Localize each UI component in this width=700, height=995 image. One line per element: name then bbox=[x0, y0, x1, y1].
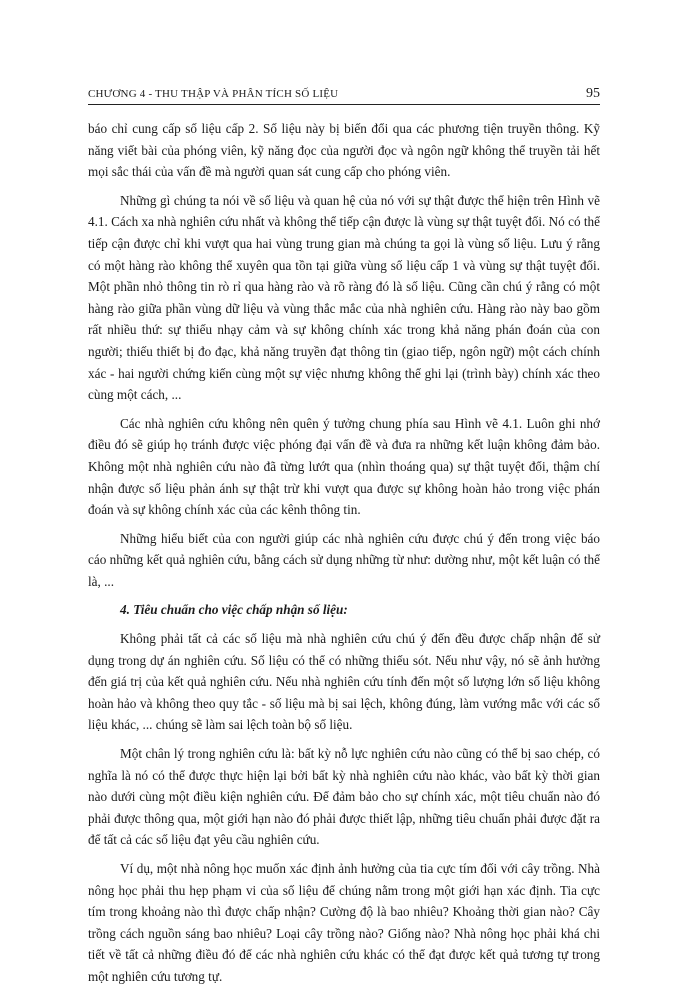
paragraph-2: Những gì chúng ta nói về số liệu và quan hệ của nó với sự thật được thể hiện trên Hình vẽ 4.1. Cách xa nhà nghiên cứu nhất và không thể tiếp cận được là vùng sự thật tuyệt đối. Nó có thể tiếp cận được chỉ khi vượt qua hai vùng trung gian mà chúng ta gọi là vùng số liệu. Lưu ý rằng có một hàng rào không thể xuyên qua tồn tại giữa vùng số liệu cấp 1 và vùng sự thật tuyệt đối. Một phần nhỏ thông tin rò rỉ qua hàng rào và rõ ràng đó là số liệu. Cũng cần chú ý rằng có một hàng rào giữa phần vùng dữ liệu và vùng thắc mắc của nhà nghiên cứu. Hàng rào này bao gồm rất nhiều thứ: sự thiếu nhạy cảm và sự không chính xác trong khả năng phán đoán của con người; thiếu thiết bị đo đạc, khả năng truyền đạt thông tin (giao tiếp, ngôn ngữ) một cách chính xác - hai người chứng kiến cùng một sự việc nhưng không thể ghi lại (trình bày) chính xác theo cùng một cách, ... bbox=[88, 192, 600, 403]
paragraph-6: Một chân lý trong nghiên cứu là: bất kỳ nỗ lực nghiên cứu nào cũng có thể bị sao chép, có nghĩa là nó có thể được thực hiện lại bởi bất kỳ nhà nghiên cứu nào khác, vào bất kỳ thời gian nào dưới cùng một điều kiện nghiên cứu. Để đảm bảo cho sự chính xác, một tiêu chuẩn nào đó phải được thông qua, một giới hạn nào đó phải được thiết lập, những tiêu chuẩn phải được đặt ra để tất cả các số liệu đạt yêu cầu nghiên cứu. bbox=[88, 746, 600, 848]
paragraph-7: Ví dụ, một nhà nông học muốn xác định ảnh hưởng của tia cực tím đối với cây trồng. Nhà nông học phải thu hẹp phạm vi của số liệu để chúng nằm trong một giới hạn xác định. Tia cực tím trong khoảng nào thì được chấp nhận? Cường độ là bao nhiêu? Khoảng thời gian nào? Cây trồng cách nguồn sáng bao nhiêu? Loại cây trồng nào? Giống nào? Nhà nông học phải khá chi tiết về tất cả những điều đó để các nhà nghiên cứu khác có thể đạt được kết quả tương tự trong một nghiên cứu tương tự. bbox=[88, 861, 600, 984]
chapter-title: CHƯƠNG 4 - THU THẬP VÀ PHÂN TÍCH SỐ LIỆU bbox=[88, 88, 339, 100]
running-header bbox=[88, 80, 600, 105]
paragraph-3: Các nhà nghiên cứu không nên quên ý tưởng chung phía sau Hình vẽ 4.1. Luôn ghi nhớ điều đó sẽ giúp họ tránh được việc phóng đại vấn đề và đưa ra những kết luận không đảm bảo. Không một nhà nghiên cứu nào đã từng lướt qua (nhìn thoáng qua) sự thật tuyệt đối, thậm chí nhận được số liệu phản ánh sự thật trừ khi vượt qua được sự không hoàn hảo trong việc phán đoán và sự không chính xác của các kênh thông tin. bbox=[88, 415, 600, 518]
paragraph-4: Những hiểu biết của con người giúp các nhà nghiên cứu được chú ý đến trong việc báo cáo những kết quả nghiên cứu, bằng cách sử dụng những từ như: dường như, một kết luận có thể là, ... bbox=[88, 530, 600, 589]
page-body bbox=[88, 118, 600, 995]
section-heading: 4. Tiêu chuẩn cho việc chấp nhận số liệu: bbox=[120, 602, 348, 618]
paragraph-1: báo chỉ cung cấp số liệu cấp 2. Số liệu này bị biến đổi qua các phương tiện truyền thông. Kỹ năng viết bài của phóng viên, kỹ năng đọc của người đọc và ngôn ngữ không thể truyền tải hết mọi sắc thái của vấn đề mà người quan sát cung cấp cho phóng viên. bbox=[88, 121, 600, 180]
page-number: 95 bbox=[586, 86, 600, 101]
paragraph-5: Không phải tất cả các số liệu mà nhà nghiên cứu chú ý đến đều được chấp nhận để sử dụng trong dự án nghiên cứu. Số liệu có thể có những thiếu sót. Nếu như vậy, nó sẽ ảnh hưởng đến giá trị của kết quả nghiên cứu. Nếu nhà nghiên cứu tính đến một số lượng lớn số liệu không hoàn hảo và không theo quy tắc - số liệu mà bị sai lệch, không đúng, làm vướng mắc với các số liệu khác, ... chúng sẽ làm sai lệch toàn bộ số liệu. bbox=[88, 631, 600, 733]
